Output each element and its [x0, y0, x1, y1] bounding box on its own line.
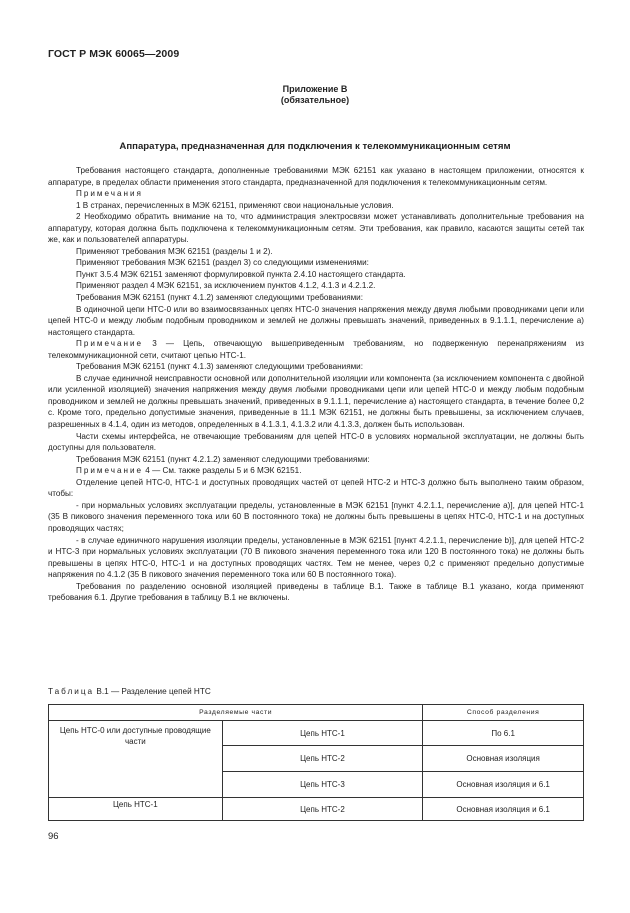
- table-cell: Основная изоляция и 6.1: [423, 798, 584, 821]
- note-label: Примечание: [76, 466, 144, 476]
- note-label: Примечание: [76, 339, 144, 349]
- table-cell: Основная изоляция и 6.1: [423, 772, 584, 798]
- table-row: [49, 798, 584, 821]
- paragraph: Требования настоящего стандарта, дополненные требованиями МЭК 62151 как указано в настоящем приложении, относятся к аппаратуре, в пределах области применения этого стандарта, предназначенной для подключения к телекоммуникационным сетям.: [48, 166, 584, 187]
- paragraph: Части схемы интерфейса, не отвечающие требованиям для цепей НТС-0 в условиях нормальной эксплуатации, не должны быть доступны для пользователя.: [48, 431, 584, 453]
- list-item: - в случае единичного нарушения изоляции пределы, установленные в МЭК 62151 [пункт 4.2.1.1, перечисление b)], для цепей НТС-2 и НТС-3 при нормальных условиях эксплуатации (70 В пикового значения переменного тока или 120 В постоянного тока) не должны быть превышены в цепях НТС-0, НТС-1 и на доступных проводящих частях. Тем не менее, через 0,2 с применяют предельно допустимые напряжения по 4.1.2 (35 В пикового значения переменного тока или 60 В постоянного тока).: [48, 535, 584, 580]
- paragraph: Применяют требования МЭК 62151 (раздел 3) со следующими изменениями:: [76, 258, 369, 268]
- table-row: [49, 721, 584, 746]
- body-text: [48, 165, 584, 604]
- paragraph: Пункт 3.5.4 МЭК 62151 заменяют формулировкой пункта 2.4.10 настоящего стандарта.: [76, 269, 406, 279]
- table-cell: Цепь НТС-2: [222, 798, 423, 821]
- header-separated-parts: Разделяемые части: [49, 705, 423, 721]
- table-cell: Основная изоляция: [423, 746, 584, 772]
- note-item: 1 В странах, перечисленных в МЭК 62151, применяют свои национальные условия.: [76, 200, 394, 210]
- paragraph: В одиночной цепи НТС-0 или во взаимосвязанных цепях НТС-0 значения напряжения между двумя любыми проводниками цепи или цепей НТС-0 и между любым подобным проводником и землей не должны превышать значений, приведенных в 9.1.1.1, перечисление а) настоящего стандарта.: [48, 304, 584, 337]
- paragraph: Требования МЭК 62151 (пункт 4.2.1.2) заменяют следующими требованиями:: [76, 454, 370, 464]
- document-header: ГОСТ Р МЭК 60065—2009: [48, 48, 180, 60]
- note-4: [48, 465, 584, 477]
- note-text: 4 — См. также разделы 5 и 6 МЭК 62151.: [143, 466, 302, 476]
- section-title: Аппаратура, предназначенная для подключения к телекоммуникационным сетям: [119, 141, 511, 152]
- list-item: - при нормальных условиях эксплуатации пределы, установленные в МЭК 62151 [пункт 4.2.1.1, перечисление а)], для цепей НТС-1 (35 В пикового значения переменного тока или 60 В постоянного тока) не должны быть превышены в цепях НТС-0, НТС-1 и на доступных проводящих частях;: [48, 500, 584, 533]
- paragraph: Требования МЭК 62151 (пункт 4.1.3) заменяют следующими требованиями:: [76, 362, 363, 372]
- separation-table: [48, 704, 584, 821]
- paragraph: В случае единичной неисправности основной или дополнительной изоляции или компонента (за исключением компонента с двойной или усиленной изоляцией) значения напряжения между двумя любыми проводниками цепи или цепей НТС-0 и между любым подобным проводником и землей не должны превышать значений, приведенных в 9.1.1.1, перечисление а) настоящего стандарта, в течение более 0,2 с. Кроме того, предельно допустимые значения, приведенные в 11.1 МЭК 62151, не должны быть превышены, за исключением случаев, разрешенных в 4.1.4, один из методов, определенных в 4.1.3.1, 4.1.3.2 или 4.1.3.3, должен быть использован.: [48, 373, 584, 430]
- page-number: 96: [48, 831, 59, 842]
- appendix-title: Приложение В: [282, 84, 348, 94]
- table-caption-label: Таблица: [48, 687, 95, 696]
- table-cell: Цепь НТС-2: [222, 746, 423, 772]
- table-cell: Цепь НТС-0 или доступные проводящие части: [49, 721, 223, 798]
- note-text: 3 — Цепь, отвечающую вышеприведенным требованиям, но подверженную перенапряжениям из телекоммуникационной сети, считают цепью НТС-1.: [48, 339, 584, 360]
- table-cell: Цепь НТС-1: [49, 798, 223, 821]
- paragraph: Требования МЭК 62151 (пункт 4.1.2) заменяют следующими требованиями:: [76, 293, 363, 303]
- table-caption: [48, 687, 211, 696]
- header-separation-method: Способ разделения: [423, 705, 584, 721]
- note-3: [48, 338, 584, 361]
- note-item: 2 Необходимо обратить внимание на то, что администрация электросвязи может устанавливать дополнительные требования на аппаратуру, которая должна быть подключена к телекоммуникационным сетям. Эти требования, как правило, касаются защиты сетей так же, как и пользователей аппаратуры.: [48, 212, 584, 245]
- paragraph: Отделение цепей НТС-0, НТС-1 и доступных проводящих частей от цепей НТС-2 и НТС-3 должно быть выполнено таким образом, чтобы:: [48, 477, 584, 499]
- table-caption-text: В.1 — Разделение цепей НТС: [94, 687, 211, 696]
- appendix-subtitle: (обязательное): [280, 95, 350, 105]
- paragraph: Применяют требования МЭК 62151 (разделы 1 и 2).: [76, 246, 273, 256]
- table-cell: Цепь НТС-1: [222, 721, 423, 746]
- table-cell: По 6.1: [423, 721, 584, 746]
- table-cell: Цепь НТС-3: [222, 772, 423, 798]
- table-header-row: [49, 705, 584, 721]
- paragraph: Требования по разделению основной изоляцией приведены в таблице В.1. Также в таблице В.1 указано, когда применяют требования 6.1. Другие требования в таблицу В.1 не включены.: [48, 581, 584, 603]
- paragraph: Применяют раздел 4 МЭК 62151, за исключением пунктов 4.1.2, 4.1.3 и 4.2.1.2.: [76, 281, 376, 291]
- notes-heading: Примечания: [76, 189, 143, 199]
